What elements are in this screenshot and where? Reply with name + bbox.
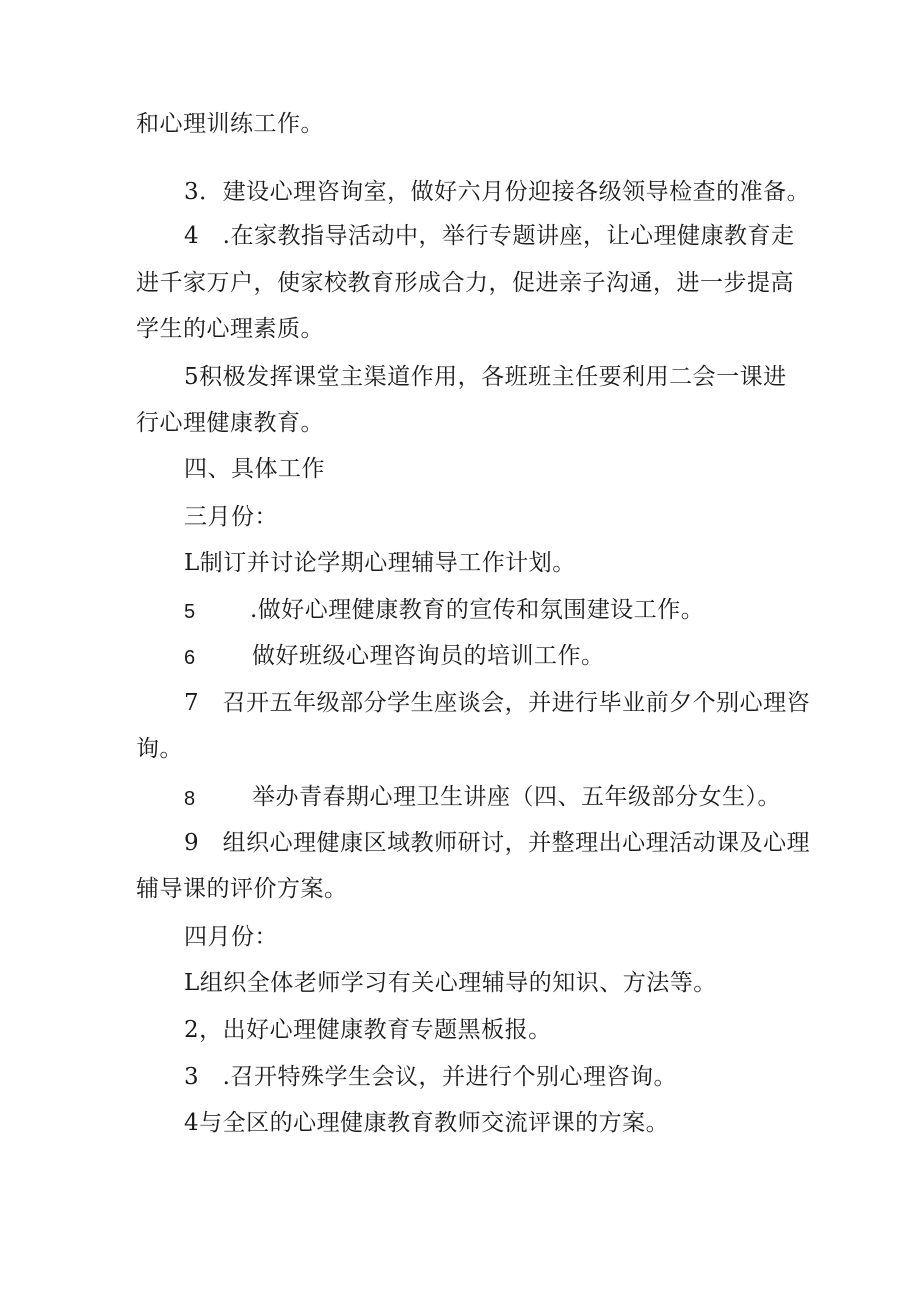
april-item-2: 2，出好心理健康教育专题黑板报。: [184, 1017, 552, 1043]
april-item-1: L组织全体老师学习有关心理辅导的知识、方法等。: [184, 970, 717, 996]
march-item-1: L制订并讨论学期心理辅导工作计划。: [184, 550, 576, 576]
march-item-3-number: 6: [184, 647, 196, 669]
april-item-4: 4与全区的心理健康教育教师交流评课的方案。: [184, 1110, 670, 1136]
text-line-6: 5积极发挥课堂主渠道作用，各班班主任要利用二会一课进: [184, 364, 787, 390]
text-line-7: 行心理健康教育。: [136, 410, 324, 436]
march-item-2-text: .做好心理健康教育的宣传和氛围建设工作。: [250, 597, 705, 623]
month-heading-april: 四月份：: [184, 924, 278, 950]
text-line-4: 进千家万户，使家校教育形成合力，促进亲子沟通，进一步提高: [136, 270, 794, 296]
march-item-6: 9 组织心理健康区域教师研讨，并整理出心理活动课及心理: [184, 830, 811, 856]
march-item-5-number: 8: [184, 788, 196, 810]
march-item-6-cont: 辅导课的评价方案。: [136, 876, 348, 902]
april-item-3: 3 .召开特殊学生会议，并进行个别心理咨询。: [184, 1064, 677, 1090]
text-line-5: 学生的心理素质。: [136, 316, 324, 342]
text-line-2: 3．建设心理咨询室，做好六月份迎接各级领导检查的准备。: [184, 179, 811, 205]
text-line-3: 4 .在家教指导活动中，举行专题讲座，让心理健康教育走: [184, 223, 795, 249]
month-heading-march: 三月份：: [184, 504, 278, 530]
march-item-5-text: 举办青春期心理卫生讲座（四、五年级部分女生）。: [252, 784, 781, 810]
march-item-3-text: 做好班级心理咨询员的培训工作。: [252, 643, 605, 669]
section-heading: 四、具体工作: [184, 456, 325, 482]
march-item-2-number: 5: [184, 601, 196, 623]
text-line-1: 和心理训练工作。: [136, 111, 324, 137]
march-item-4: 7 召开五年级部分学生座谈会，并进行毕业前夕个别心理咨: [184, 690, 811, 716]
march-item-4-cont: 询。: [136, 736, 183, 762]
